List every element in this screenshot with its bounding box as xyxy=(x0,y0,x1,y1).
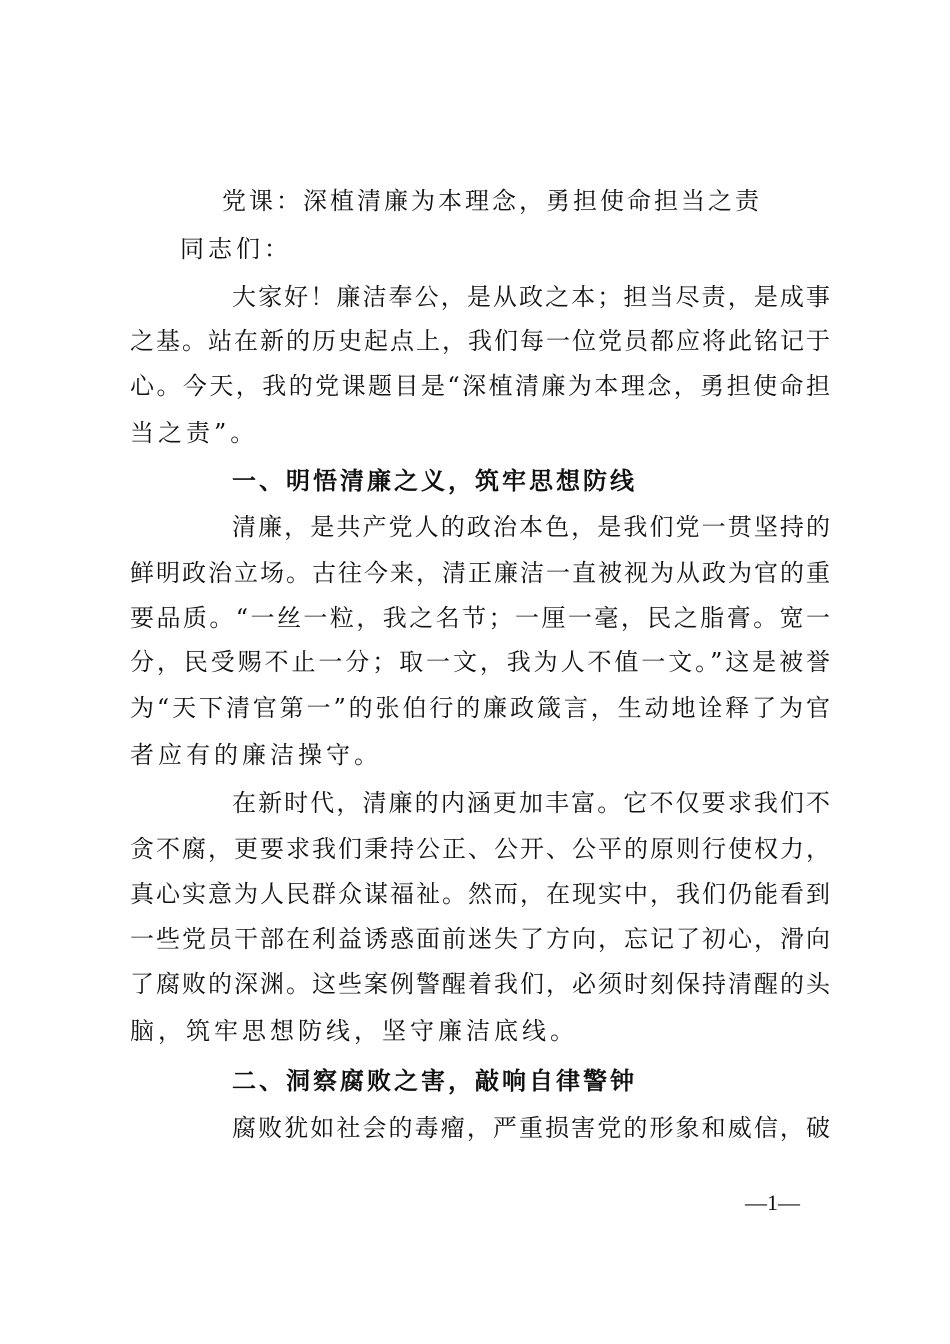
para3-line: 腐败犹如社会的毒瘤，严重损害党的形象和威信，破 xyxy=(232,1114,830,1142)
intro-line: 心。今天，我的党课题目是“深植清廉为本理念，勇担使命担 xyxy=(130,372,830,400)
para2-line: 了腐败的深渊。这些案例警醒着我们，必须时刻保持清醒的头 xyxy=(130,970,830,998)
para1-line: 者应有的廉洁操守。 xyxy=(130,741,382,769)
para1-line: 鲜明政治立场。古往今来，清正廉洁一直被视为从政为官的重 xyxy=(130,559,830,587)
intro-line: 大家好！廉洁奉公，是从政之本；担当尽责，是成事 xyxy=(232,283,830,311)
para2-line: 贪不腐，更要求我们秉持公正、公开、公平的原则行使权力， xyxy=(130,835,830,863)
para1-line: 分，民受赐不止一分；取一文，我为人不值一文。”这是被誉 xyxy=(130,648,830,676)
para2-line: 脑，筑牢思想防线，坚守廉洁底线。 xyxy=(130,1017,578,1045)
intro-line: 当之责”。 xyxy=(130,419,259,447)
para2-line: 在新时代，清廉的内涵更加丰富。它不仅要求我们不 xyxy=(232,789,830,817)
intro-line: 之基。站在新的历史起点上，我们每一位党员都应将此铭记于 xyxy=(130,327,830,355)
para2-line: 真心实意为人民群众谋福祉。然而，在现实中，我们仍能看到 xyxy=(130,880,830,908)
page-number: —1— xyxy=(745,1190,800,1215)
section-heading-1: 一、明悟清廉之义，筑牢思想防线 xyxy=(232,467,637,495)
section-heading-2: 二、洞察腐败之害，敲响自律警钟 xyxy=(232,1067,637,1095)
para2-line: 一些党员干部在利益诱惑面前迷失了方向，忘记了初心，滑向 xyxy=(130,925,830,953)
document-title: 党课：深植清廉为本理念，勇担使命担当之责 xyxy=(222,187,762,215)
para1-line: 清廉，是共产党人的政治本色，是我们党一贯坚持的 xyxy=(232,513,830,541)
para1-line: 为“天下清官第一”的张伯行的廉政箴言，生动地诠释了为官 xyxy=(130,694,830,722)
para1-line: 要品质。“一丝一粒，我之名节；一厘一毫，民之脂膏。宽一 xyxy=(130,604,830,632)
greeting: 同志们： xyxy=(180,235,292,263)
